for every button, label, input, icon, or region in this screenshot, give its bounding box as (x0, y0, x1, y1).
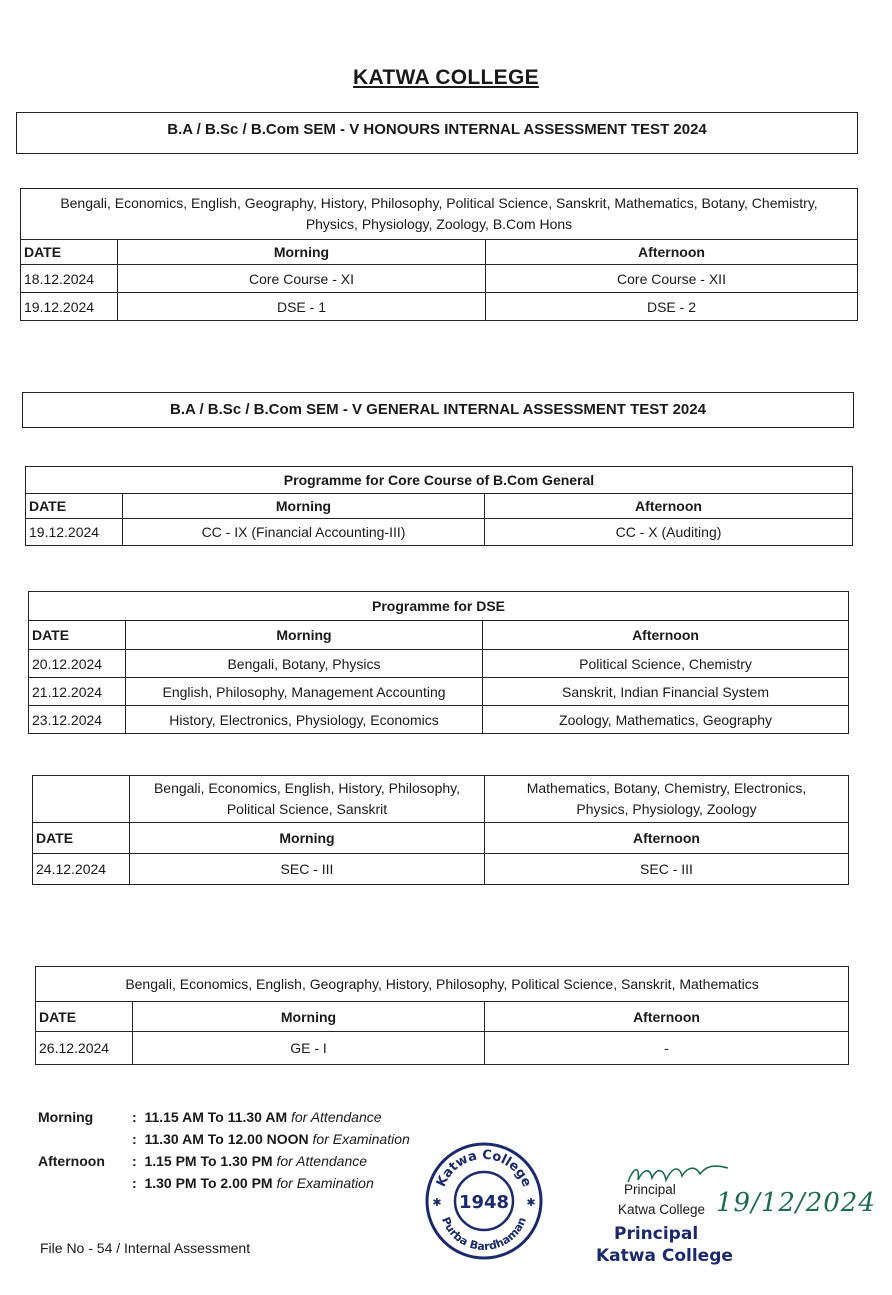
afternoon-header: Afternoon (485, 1002, 849, 1032)
stamp-principal: Principal (614, 1224, 699, 1244)
date-cell: 23.12.2024 (29, 706, 126, 734)
sec-table (32, 775, 849, 885)
date-cell: 18.12.2024 (21, 265, 118, 293)
table-title-row (29, 592, 849, 621)
afternoon-header: Afternoon (483, 621, 849, 650)
timing-colon: : (132, 1153, 137, 1169)
table-row (33, 854, 849, 885)
sec-morning-subjects-line2: Political Science, Sanskrit (226, 801, 388, 817)
morning-cell: History, Electronics, Physiology, Economics (126, 706, 483, 734)
subjects-row (33, 776, 849, 823)
timing-note: for Attendance (291, 1109, 382, 1125)
afternoon-cell: CC - X (Auditing) (485, 519, 853, 546)
signature-principal-label: Principal (624, 1182, 676, 1197)
morning-cell: SEC - III (130, 854, 485, 885)
table-header-row (36, 1002, 849, 1032)
timing-note: for Examination (312, 1131, 410, 1147)
date-cell: 26.12.2024 (36, 1032, 133, 1065)
date-cell: 21.12.2024 (29, 678, 126, 706)
honours-subjects (21, 189, 858, 240)
sec-afternoon-subjects-line2: Physics, Physiology, Zoology (576, 801, 757, 817)
timing-colon: : (132, 1131, 137, 1147)
sec-afternoon-subjects-line1: Mathematics, Botany, Chemistry, Electronics, (526, 780, 807, 796)
signature-date: 19/12/2024 (716, 1188, 876, 1218)
timing-time: 11.30 AM To 12.00 NOON (144, 1131, 309, 1147)
svg-text:Katwa College (434, 1148, 534, 1190)
morning-header: Morning (133, 1002, 485, 1032)
date-cell: 20.12.2024 (29, 650, 126, 678)
table-header-row (33, 823, 849, 854)
morning-cell: GE - I (133, 1032, 485, 1065)
bcom-general-table (25, 466, 853, 546)
afternoon-cell: Zoology, Mathematics, Geography (483, 706, 849, 734)
morning-cell: English, Philosophy, Management Accounting (126, 678, 483, 706)
timing-line (132, 1106, 382, 1128)
date-header: DATE (21, 240, 118, 265)
general-banner-text: B.A / B.Sc / B.Com SEM - V GENERAL INTERNAL ASSESSMENT TEST 2024 (170, 401, 706, 418)
bcom-general-title: Programme for Core Course of B.Com General (26, 467, 853, 494)
seal-star-icon: ✱ (432, 1196, 442, 1209)
sec-morning-subjects (130, 776, 485, 823)
timing-line (132, 1128, 410, 1150)
timing-note: for Attendance (276, 1153, 368, 1169)
table-header-row (26, 494, 853, 519)
stamp-college: Katwa College (596, 1246, 733, 1266)
general-banner (22, 392, 854, 428)
table-row (29, 678, 849, 706)
afternoon-cell: - (485, 1032, 849, 1065)
afternoon-header: Afternoon (486, 240, 858, 265)
table-row (29, 650, 849, 678)
afternoon-cell: Core Course - XII (486, 265, 858, 293)
timing-colon: : (132, 1175, 137, 1191)
ge-subjects: Bengali, Economics, English, Geography, History, Philosophy, Political Science, Sanskrit, Mathematics (36, 967, 849, 1002)
honours-table (20, 188, 858, 321)
table-header-row (21, 240, 858, 265)
afternoon-header: Afternoon (485, 823, 849, 854)
date-header: DATE (33, 823, 130, 854)
table-row (21, 265, 858, 293)
morning-cell: Core Course - XI (118, 265, 486, 293)
timing-time: 1.30 PM To 2.00 PM (144, 1175, 273, 1191)
honours-subjects-line1: Bengali, Economics, English, Geography, History, Philosophy, Political Science, Sanskrit, Mathematics, Botany, Chemistry, (60, 195, 818, 211)
table-row (26, 519, 853, 546)
afternoon-cell: SEC - III (485, 854, 849, 885)
timing-line (132, 1172, 374, 1194)
date-cell: 19.12.2024 (21, 293, 118, 321)
empty-cell (33, 776, 130, 823)
morning-cell: Bengali, Botany, Physics (126, 650, 483, 678)
table-row (29, 706, 849, 734)
date-header: DATE (36, 1002, 133, 1032)
seal-year: 1948 (458, 1192, 510, 1213)
timing-colon: : (132, 1109, 137, 1125)
timing-note: for Examination (276, 1175, 374, 1191)
morning-cell: CC - IX (Financial Accounting-III) (123, 519, 485, 546)
dse-title: Programme for DSE (29, 592, 849, 621)
honours-banner-text: B.A / B.Sc / B.Com SEM - V HONOURS INTERNAL ASSESSMENT TEST 2024 (167, 121, 707, 138)
college-title: KATWA COLLEGE (353, 66, 539, 89)
table-row (36, 1032, 849, 1065)
morning-cell: DSE - 1 (118, 293, 486, 321)
timing-line (132, 1150, 367, 1172)
date-cell: 24.12.2024 (33, 854, 130, 885)
seal-top-text: Katwa College (433, 1147, 535, 1190)
table-header-row (29, 621, 849, 650)
ge-table (35, 966, 849, 1065)
file-number: File No - 54 / Internal Assessment (40, 1240, 251, 1256)
table-row (21, 293, 858, 321)
afternoon-cell: Political Science, Chemistry (483, 650, 849, 678)
date-header: DATE (26, 494, 123, 519)
subjects-row (36, 967, 849, 1002)
table-title-row (26, 467, 853, 494)
date-cell: 19.12.2024 (26, 519, 123, 546)
timing-time: 11.15 AM To 11.30 AM (144, 1109, 288, 1125)
honours-banner (16, 112, 858, 154)
sec-morning-subjects-line1: Bengali, Economics, English, History, Philosophy, (153, 780, 461, 796)
honours-subjects-line2: Physics, Physiology, Zoology, B.Com Hons (305, 216, 573, 232)
seal-star-icon: ✱ (526, 1196, 536, 1209)
honours-subjects-row (21, 189, 858, 240)
morning-header: Morning (123, 494, 485, 519)
principal-signature-block (596, 1160, 876, 1275)
afternoon-timing-label: Afternoon (38, 1153, 105, 1169)
morning-header: Morning (126, 621, 483, 650)
afternoon-header: Afternoon (485, 494, 853, 519)
morning-header: Morning (130, 823, 485, 854)
dse-table (28, 591, 849, 734)
date-header: DATE (29, 621, 126, 650)
signature-college-label: Katwa College (618, 1202, 706, 1217)
afternoon-cell: Sanskrit, Indian Financial System (483, 678, 849, 706)
morning-timing-label: Morning (38, 1109, 94, 1125)
sec-afternoon-subjects (485, 776, 849, 823)
college-seal-icon (423, 1140, 545, 1262)
afternoon-cell: DSE - 2 (486, 293, 858, 321)
timing-time: 1.15 PM To 1.30 PM (144, 1153, 273, 1169)
seal-bottom-text: Purba Bardhaman (439, 1215, 529, 1254)
morning-header: Morning (118, 240, 486, 265)
